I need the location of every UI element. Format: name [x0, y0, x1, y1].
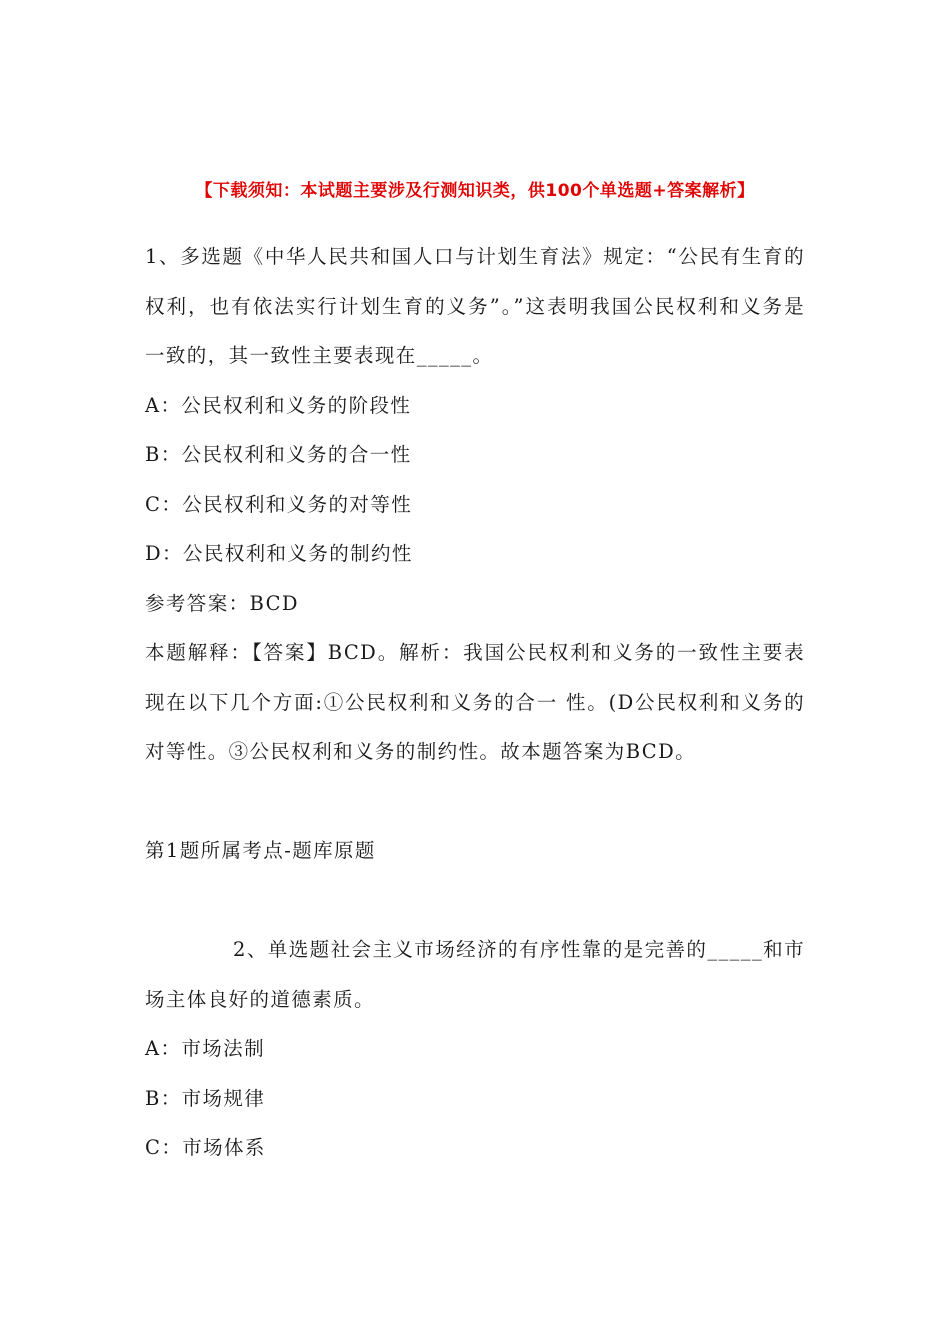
question-content	[145, 232, 805, 1173]
spacer	[145, 876, 805, 926]
question-source: 第1题所属考点-题库原题	[145, 839, 376, 862]
answer-explanation: 本题解释：【答案】BCD。解析：我国公民权利和义务的一致性主要表现在以下几个方面:①公民权利和义务的合一 性。(D公民权利和义务的对等性。③公民权利和义务的制约性。故本题答案为BCD。	[145, 641, 805, 763]
option-b: B：市场规律	[145, 1086, 266, 1110]
option-d: D：公民权利和义务的制约性	[145, 542, 413, 565]
spacer	[145, 777, 805, 827]
reference-answer: 参考答案：BCD	[145, 591, 299, 615]
option-c: C：市场体系	[145, 1136, 266, 1159]
option-a: A：市场法制	[145, 1037, 265, 1060]
option-b: B：公民权利和义务的合一性	[145, 443, 412, 466]
option-c: C：公民权利和义务的对等性	[145, 492, 413, 516]
question-2	[145, 925, 805, 1173]
download-notice: 【下载须知：本试题主要涉及行测知识类，供100个单选题+答案解析】	[195, 181, 755, 201]
question-stem: 2、单选题社会主义市场经济的有序性靠的是完善的_____和市场主体良好的道德素质。	[145, 938, 805, 1011]
option-a: A：公民权利和义务的阶段性	[145, 393, 412, 417]
question-stem: 1、多选题《中华人民共和国人口与计划生育法》规定：“公民有生育的权利，也有依法实行计划生育的义务”。”这表明我国公民权利和义务是一致的，其一致性主要表现在_____。	[145, 245, 805, 367]
question-1	[145, 232, 805, 876]
